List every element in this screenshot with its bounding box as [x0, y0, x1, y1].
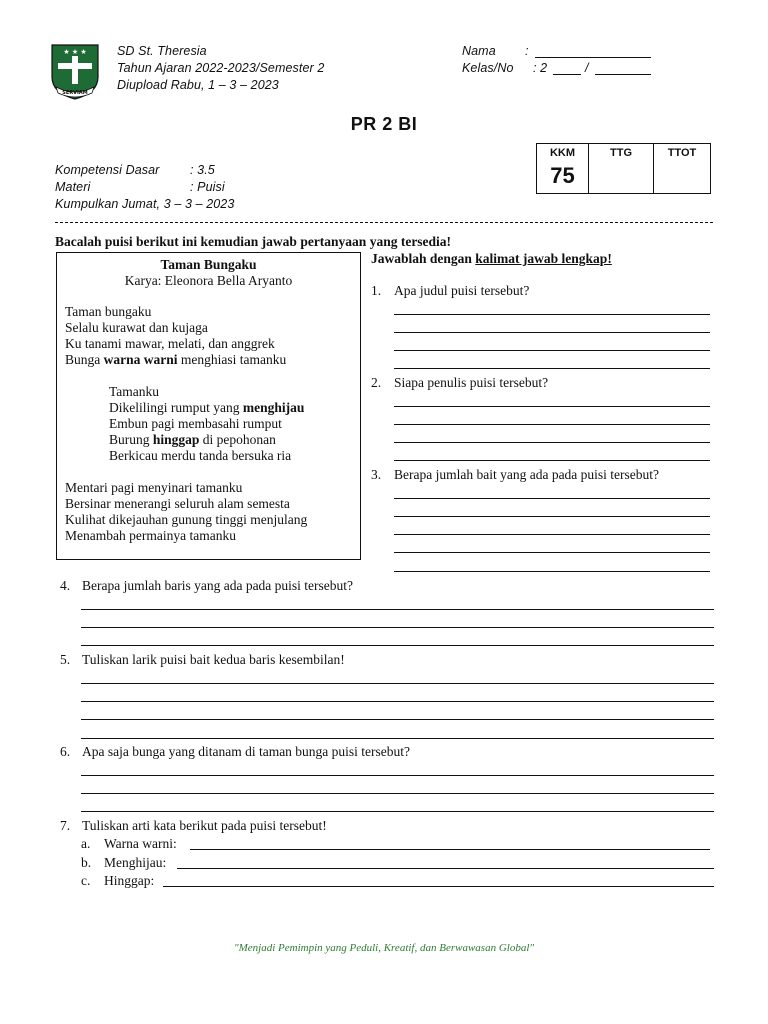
logo-stars: ★ ★ ★	[63, 48, 87, 56]
answer-line[interactable]	[81, 609, 714, 610]
name-sep: :	[525, 44, 529, 58]
poem-line: Burung hinggap di pepohonan	[109, 432, 276, 447]
poem-line: Berkicau merdu tanda bersuka ria	[109, 448, 292, 463]
answer-line[interactable]	[394, 350, 710, 351]
kkm-cell	[537, 144, 589, 194]
poem-line: Kulihat dikejauhan gunung tinggi menjulang	[65, 512, 308, 527]
question-4: 4. Berapa jumlah baris yang ada pada puisi tersebut?	[60, 578, 354, 593]
upload-date: Diupload Rabu, 1 – 3 – 2023	[117, 78, 279, 92]
school-year: Tahun Ajaran 2022-2023/Semester 2	[117, 61, 325, 75]
poem-line: Bersinar menerangi seluruh alam semesta	[65, 496, 290, 511]
poem-line: Bunga warna warni menghiasi tamanku	[65, 352, 287, 367]
poem-line: Menambah permainya tamanku	[65, 528, 236, 543]
poem-line: Embun pagi membasahi rumput	[109, 416, 282, 431]
answer-line[interactable]	[81, 738, 714, 739]
stanza-2	[109, 384, 304, 464]
school-name: SD St. Theresia	[117, 44, 207, 58]
kd-label: Kompetensi Dasar	[55, 163, 160, 177]
kkm-value: 75	[550, 163, 575, 188]
answer-line[interactable]	[81, 793, 714, 794]
page-title: PR 2 BI	[350, 114, 418, 134]
name-field[interactable]	[535, 45, 651, 58]
name-row	[462, 44, 529, 58]
answer-line[interactable]	[394, 460, 710, 461]
class-value: : 2	[533, 61, 548, 75]
answer-line[interactable]	[81, 627, 714, 628]
answer-instruction: Jawablah dengan kalimat jawab lengkap!	[371, 251, 612, 266]
score-table	[536, 143, 711, 194]
answer-line[interactable]	[394, 442, 710, 443]
question-7c: c. Hinggap:	[81, 873, 155, 888]
kkm-header: KKM	[549, 147, 576, 159]
answer-line[interactable]	[394, 424, 710, 425]
materi-row	[55, 180, 225, 194]
answer-line[interactable]	[81, 811, 714, 812]
poem-line: Selalu kurawat dan kujaga	[65, 320, 208, 335]
question-7b: b. Menghijau:	[81, 855, 167, 870]
number-field[interactable]	[595, 62, 651, 75]
stanza-3	[65, 480, 307, 544]
materi-value: : Puisi	[190, 180, 225, 194]
answer-line[interactable]	[394, 552, 710, 553]
answer-line[interactable]	[394, 516, 710, 517]
kd-value: : 3.5	[190, 163, 215, 177]
question-3: 3. Berapa jumlah bait yang ada pada puisi tersebut?	[371, 467, 660, 482]
answer-line[interactable]	[81, 775, 714, 776]
answer-line[interactable]	[394, 571, 710, 572]
instruction: Bacalah puisi berikut ini kemudian jawab pertanyaan yang tersedia!	[55, 234, 452, 249]
question-7: 7. Tuliskan arti kata berikut pada puisi tersebut!	[60, 818, 327, 833]
answer-line[interactable]	[81, 645, 714, 646]
poem-line: Mentari pagi menyinari tamanku	[65, 480, 243, 495]
answer-line[interactable]	[394, 406, 710, 407]
answer-line[interactable]	[177, 868, 714, 869]
answer-line[interactable]	[163, 886, 714, 887]
answer-line[interactable]	[394, 498, 710, 499]
answer-line[interactable]	[81, 701, 714, 702]
poem-line: Dikelilingi rumput yang menghijau	[109, 400, 305, 415]
name-label: Nama	[462, 44, 496, 58]
poem-line: Taman bungaku	[65, 304, 152, 319]
answer-line[interactable]	[81, 719, 714, 720]
logo-motto: SERVIAM	[62, 90, 88, 96]
class-label: Kelas/No	[462, 61, 514, 75]
kd-row	[55, 163, 215, 177]
question-1: 1. Apa judul puisi tersebut?	[371, 283, 530, 298]
answer-line[interactable]	[190, 849, 710, 850]
ttot-cell	[654, 144, 711, 194]
answer-line[interactable]	[81, 683, 714, 684]
answer-line[interactable]	[394, 368, 710, 369]
school-logo	[50, 43, 100, 101]
stanza-1	[65, 304, 286, 368]
divider	[55, 222, 713, 223]
collect-date: Kumpulkan Jumat, 3 – 3 – 2023	[55, 197, 235, 211]
materi-label: Materi	[55, 180, 91, 194]
class-field[interactable]	[553, 62, 581, 75]
ttg-header: TTG	[610, 147, 632, 159]
answer-line[interactable]	[394, 534, 710, 535]
class-row	[462, 61, 589, 75]
ttot-header: TTOT	[667, 147, 697, 159]
poem-title: Taman Bungaku	[160, 257, 257, 272]
answer-line[interactable]	[394, 332, 710, 333]
ttg-cell	[589, 144, 654, 194]
poem-box	[56, 252, 361, 560]
question-5: 5. Tuliskan larik puisi bait kedua baris kesembilan!	[60, 652, 345, 667]
answer-line[interactable]	[394, 314, 710, 315]
poem-line: Ku tanami mawar, melati, dan anggrek	[65, 336, 275, 351]
question-2: 2. Siapa penulis puisi tersebut?	[371, 375, 549, 390]
class-slash: /	[585, 61, 589, 75]
poem-author: Karya: Eleonora Bella Aryanto	[124, 273, 293, 288]
footer-motto: "Menjadi Pemimpin yang Peduli, Kreatif, dan Berwawasan Global"	[234, 942, 534, 954]
poem-line: Tamanku	[109, 384, 160, 399]
question-6: 6. Apa saja bunga yang ditanam di taman bunga puisi tersebut?	[60, 744, 411, 759]
question-7a: a. Warna warni:	[81, 836, 177, 851]
